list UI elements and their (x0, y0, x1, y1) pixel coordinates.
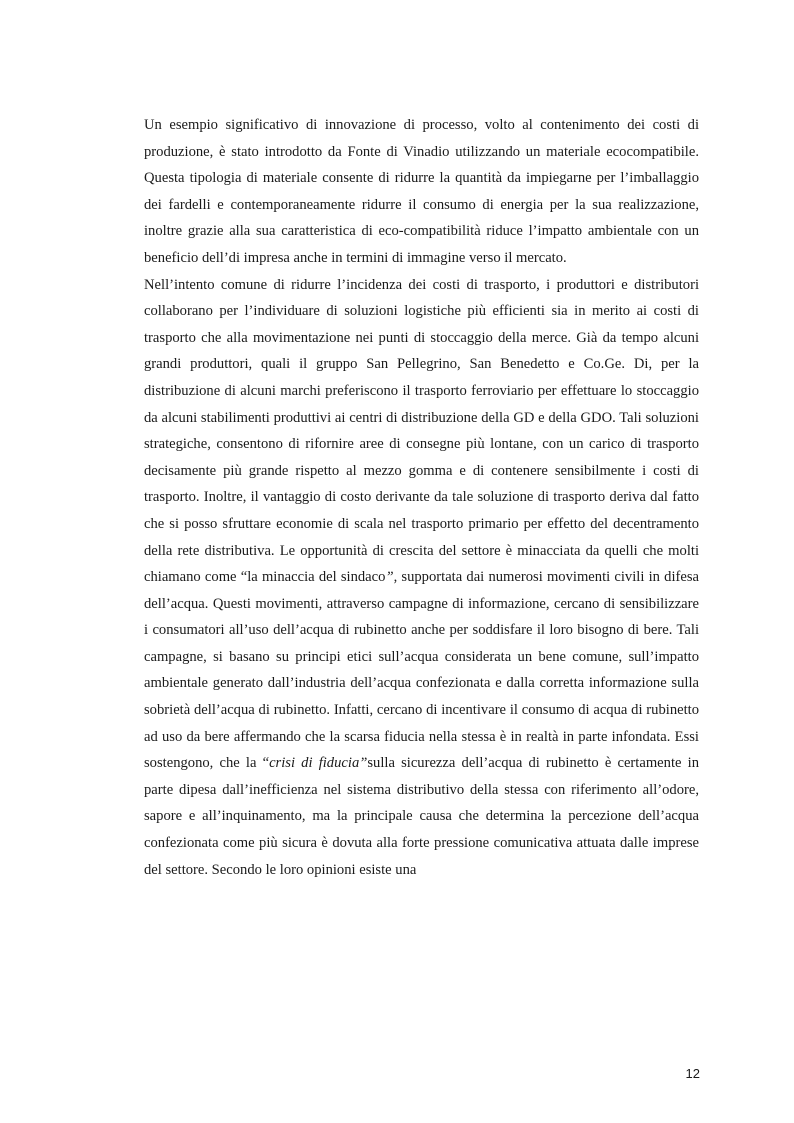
paragraph-2 (144, 272, 699, 884)
paragraph-2-part-3: sulla sicurezza dell’acqua di rubinetto è certamente in parte dipesa dall’inefficienza nel sistema distributivo della stessa con riferimento all’odore, sapore e all’inquinamento, ma la principale causa che determina la percezione dell’acqua confezionata come più sicura è dovuta alla forte pressione comunicativa attuata dalle imprese del settore. Secondo le loro opinioni esiste una (144, 755, 699, 878)
paragraph-2-part-2: , supportata dai numerosi movimenti civili in difesa dell’acqua. Questi movimenti, attraverso campagne di informazione, cercano di sensibilizzare i consumatori all’uso dell’acqua di rubinetto anche per soddisfare il loro bisogno di bere. Tali campagne, si basano su principi etici sull’acqua considerata un bene comune, sull’impatto ambientale generato dall’industria dell’acqua confezionata e dalla corretta informazione sulla sobrietà dell’acqua di rubinetto. Infatti, cercano di incentivare il consumo di acqua di rubinetto ad uso da bere affermando che la scarsa fiducia nella stessa è in realtà in parte infondata. Essi sostengono, che la “ (144, 569, 699, 772)
paragraph-2-italic-quote: ” (385, 569, 394, 586)
paragraph-1: Un esempio significativo di innovazione di processo, volto al contenimento dei costi di produzione, è stato introdotto da Fonte di Vinadio utilizzando un materiale ecocompatibile. Questa tipologia di materiale consente di ridurre la quantità da impiegarne per l’imballaggio dei fardelli e contemporaneamente ridurre il consumo di energia per la sua realizzazione, inoltre grazie alla sua caratteristica di eco-compatibilità riduce l’impatto ambientale con un beneficio dell’di impresa anche in termini di immagine verso il mercato. (144, 117, 699, 266)
page-number: 12 (685, 1066, 700, 1081)
paragraph-2-italic-phrase: crisi di fiducia” (269, 755, 368, 772)
paragraph-2-part-1: Nell’intento comune di ridurre l’incidenza dei costi di trasporto, i produttori e distributori collaborano per l’individuare di soluzioni logistiche più efficienti sia in merito ai costi di trasporto che alla movimentazione nei punti di stoccaggio della merce. Già da tempo alcuni grandi produttori, quali il gruppo San Pellegrino, San Benedetto e Co.Ge. Di, per la distribuzione di alcuni marchi preferiscono il trasporto ferroviario per effettuare lo stoccaggio da alcuni stabilimenti produttivi ai centri di distribuzione della GD e della GDO. Tali soluzioni strategiche, consentono di rifornire aree di consegne più lontane, con un carico di trasporto decisamente più grande rispetto al mezzo gomma e di contenere sensibilmente i costi di trasporto. Inoltre, il vantaggio di costo derivante da tale soluzione di trasporto deriva dal fatto che si posso sfruttare economie di scala nel trasporto primario per effetto del decentramento della rete distributiva. Le opportunità di crescita del settore è minacciata da quelli che molti chiamano come “la minaccia del sindaco (144, 276, 699, 586)
body-text (144, 112, 699, 883)
